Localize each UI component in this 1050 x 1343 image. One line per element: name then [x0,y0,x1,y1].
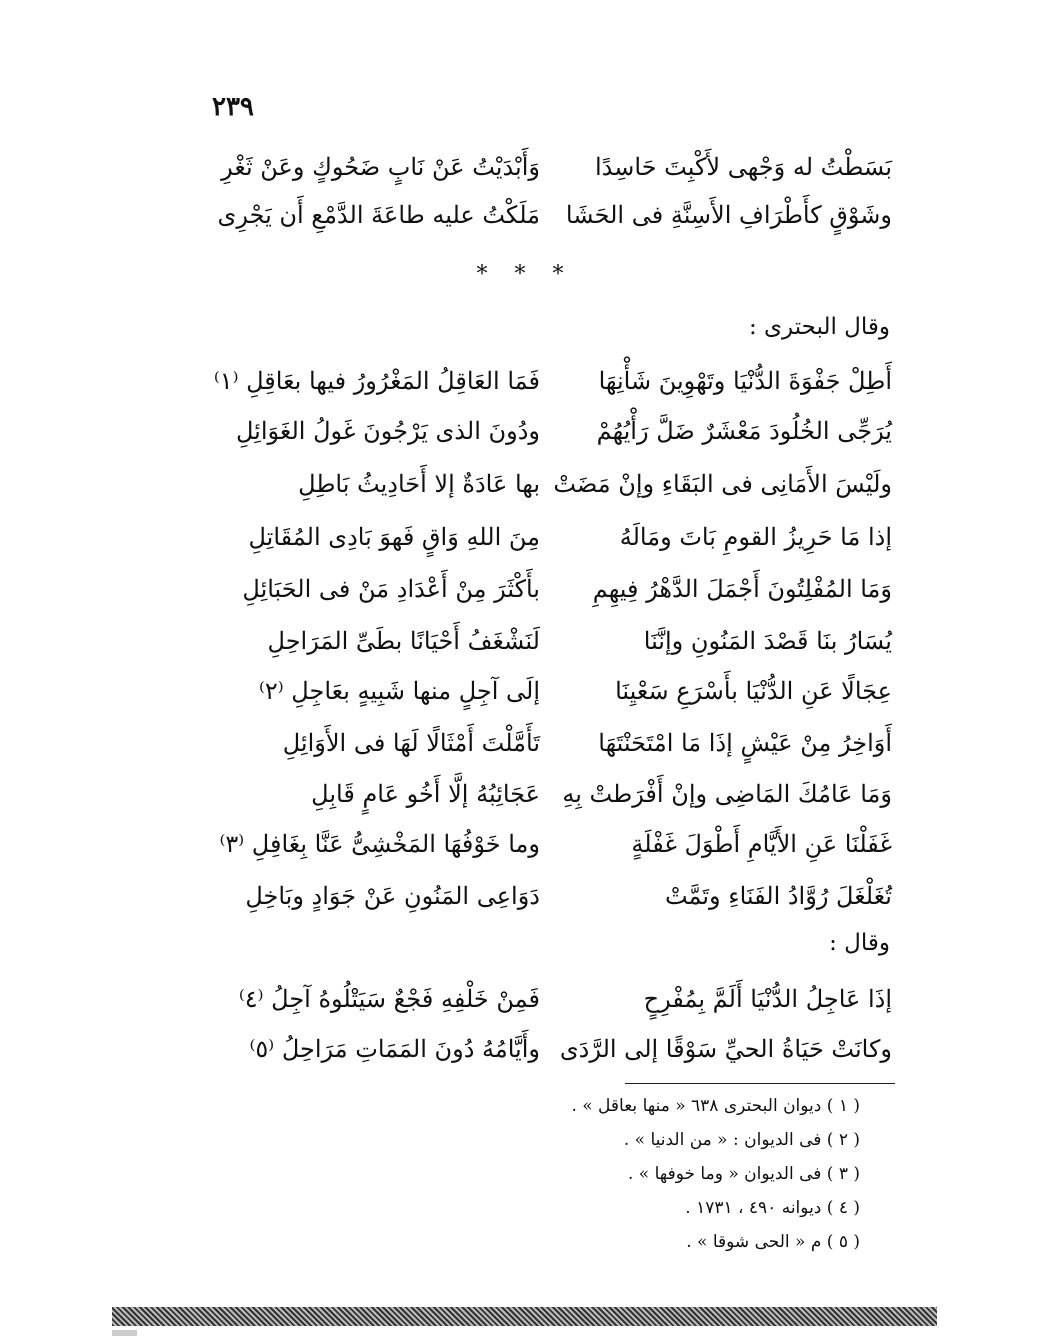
verse-row [210,408,892,454]
footnote: ( ٥ ) م « الحى شوقا » . [686,1232,860,1252]
verse-row [210,192,892,238]
verse-first-hemistich: وَمَا المُفْلِتُونَ أَجْمَلَ الدَّهْرُ فِيهِمِ [592,575,892,603]
verse-first-hemistich: عِجَالًا عَنِ الدُّنْيَا بأَسْرَعِ سَعْيِنَا [615,677,892,705]
verse-row [210,1026,892,1072]
verse-row [210,873,892,919]
verse-first-hemistich: ولَيْسَ الأَمَانِى فى البَقَاءِ وإنْ مَضَتْ [553,470,892,498]
verse-second-hemistich: مِنَ اللهِ وَاقٍ فَهوَ بَادِى المُقَاتِلِ [248,523,540,551]
verse-row [210,566,892,612]
verse-first-hemistich: بَسَطْتُ له وَجْهى لأَكْبِتَ حَاسِدًا [595,153,892,181]
verse-second-hemistich: لَنَشْغَفُ أَحْيَانًا بطَىِّ المَرَاحِلِ [267,627,540,655]
verse-second-hemistich: وما خَوْفُهَا المَخْشِىُّ عَنَّا بِغَافِلِ ⁽٣⁾ [219,830,540,858]
scan-edge-band [112,1307,937,1326]
verse-row [210,461,892,507]
verse-first-hemistich: أَطِلْ جَفْوَةَ الدُّنْيَا وتَهْوِينَ شَأْنِهَا [598,367,892,395]
verse-second-hemistich: وَأَبْدَيْتُ عَنْ نَابٍ ضَحُوكٍ وعَنْ ثَغْرِ [221,153,540,181]
section-separator: * * * [476,262,574,287]
verse-first-hemistich: إذَا عَاجِلُ الدُّنْيَا أَلَمَّ بِمُفْرِحٍ [643,985,892,1013]
footnote: ( ٢ ) فى الديوان : « من الدنيا » . [623,1130,860,1150]
verse-second-hemistich: تَأَمَّلْتَ أَمْثَالًا لَهَا فى الأَوَائِلِ [282,729,540,757]
verse-row [210,358,892,404]
verse-first-hemistich: وَمَا عَامُكَ المَاضِى وإنْ أَفْرَطتْ بِهِ [562,780,892,808]
verse-second-hemistich: بأَكْثَرَ مِنْ أَعْدَادِ مَنْ فى الحَبَائِلِ [242,575,540,603]
footnote: ( ١ ) ديوان البحترى ٦٣٨ « منها بعاقل » . [571,1096,860,1116]
verse-row [210,720,892,766]
verse-row [210,514,892,560]
verse-first-hemistich: إذا مَا حَرِيزُ القومِ بَاتَ ومَالَهُ [619,523,892,551]
verse-second-hemistich: مَلَكْتُ عليه طاعَةَ الدَّمْعِ أَن يَجْرِى [217,201,540,229]
verse-second-hemistich: دَوَاعِى المَنُونِ عَنْ جَوَادٍ وبَاخِلِ [245,882,540,910]
verse-second-hemistich: ودُونَ الذى يَرْجُونَ غَولُ الغَوَائِلِ [235,417,540,445]
footnote-divider [625,1083,895,1084]
verse-first-hemistich: غَفَلْنَا عَنِ الأَيَّامِ أَطْوَلَ غَفْلَةٍ [631,830,892,858]
footnote: ( ٤ ) ديوانه ٤٩٠ ، ١٧٣١ . [685,1198,860,1218]
verse-first-hemistich: تُغَلْغَلَ رُوَّادُ الفَنَاءِ وتَمَّتْ [664,882,892,910]
page-number: ٢٣٩ [212,92,254,122]
verse-second-hemistich: فَمِنْ خَلْفِهِ فَجْعٌ سَيَتْلُوهُ آجِلُ ⁽٤⁾ [238,985,540,1013]
verse-second-hemistich: إلَى آجِلٍ منها شَبِيهٍ بعَاجِلِ ⁽٢⁾ [258,677,540,705]
verse-row [210,668,892,714]
verse-second-hemistich: بها عَادَةٌ إلا أَحَادِيثُ بَاطِلِ [298,470,540,498]
verse-first-hemistich: أَوَاخِرُ مِنْ عَيْشٍ إذَا مَا امْتَحَنْتَهَا [598,729,892,757]
verse-row [210,144,892,190]
poem-intro: وقال : [829,930,890,956]
verse-first-hemistich: يُرَجِّى الخُلُودَ مَعْشَرٌ ضَلَّ رَأْيُهُمْ [596,417,892,445]
poem-intro: وقال البحترى : [748,314,890,340]
verse-first-hemistich: وكانَتْ حَيَاةُ الحيِّ سَوْقًا إلى الرَّدَى [559,1035,892,1063]
verse-row [210,821,892,867]
verse-row [210,618,892,664]
verse-second-hemistich: عَجَائِبُهُ إلَّا أَخُو عَامٍ قَابِلِ [311,780,540,808]
verse-second-hemistich: فَمَا العَاقِلُ المَغْرُورُ فيها بعَاقِلِ ⁽١⁾ [213,367,540,395]
verse-first-hemistich: وشَوْقٍ كأَطْرَافِ الأَسِنَّةِ فى الحَشَا [565,201,892,229]
scan-artifact [112,1330,137,1336]
verse-row [210,976,892,1022]
footnote: ( ٣ ) فى الديوان « وما خوفها » . [627,1164,860,1184]
verse-row [210,771,892,817]
verse-first-hemistich: يُسَارُ بنَا قَصْدَ المَنُونِ وإنَّنَا [643,627,892,655]
verse-second-hemistich: وأَيَّامُهُ دُونَ المَمَاتِ مَرَاحِلُ ⁽٥⁾ [249,1035,540,1063]
